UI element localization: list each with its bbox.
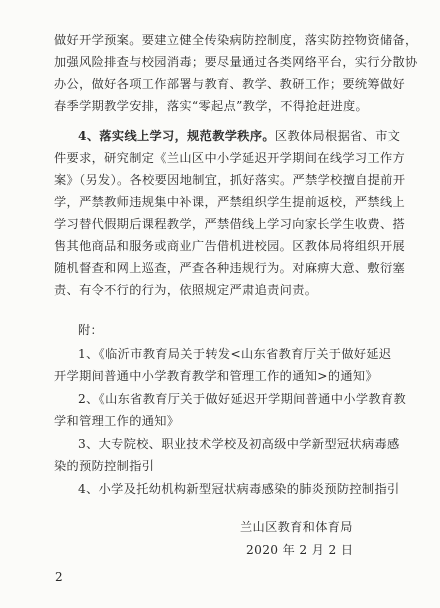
attachment-line: 染的预防控制指引 bbox=[54, 459, 155, 473]
paragraph-line: 学，严禁教师违规集中补课，严禁组织学生提前返校，严禁线上 bbox=[54, 195, 406, 209]
attachment-line: 学和管理工作的通知》 bbox=[54, 414, 180, 428]
paragraph-line: 加强风险排查与校园消毒；要尽量通过各类网络平台，实行分散协 bbox=[54, 55, 418, 69]
paragraph-line: 责、有令不行的行为，依照规定严肃追责问责。 bbox=[54, 283, 318, 297]
page-number: 2 bbox=[55, 570, 63, 584]
attachments-label: 附： bbox=[78, 323, 104, 337]
signature-org: 兰山区教育和体育局 bbox=[240, 520, 353, 534]
paragraph-line: 售其他商品和服务或商业广告借机进校园。区教体局将组织开展 bbox=[54, 239, 406, 253]
attachment-line: 4、小学及托幼机构新型冠状病毒感染的肺炎预防控制指引 bbox=[78, 482, 400, 496]
paragraph-line: 件要求，研究制定《兰山区中小学延迟开学期间在线学习工作方 bbox=[54, 151, 406, 165]
section-4-heading: 4、落实线上学习，规范教学秩序。 bbox=[78, 129, 275, 143]
attachment-line: 开学期间普通中小学教育教学和管理工作的通知>的通知》 bbox=[54, 369, 378, 383]
paragraph-line: 案》（另发）。各校要因地制宜，抓好落实。严禁学校擅自提前开 bbox=[54, 173, 406, 187]
paragraph-line: 学习替代假期后课程教学，严禁借线上学习向家长学生收费、搭 bbox=[54, 217, 406, 231]
attachment-line: 1、《临沂市教育局关于转发<山东省教育厅关于做好延迟 bbox=[78, 347, 392, 361]
attachment-line: 3、大专院校、职业技术学校及初高级中学新型冠状病毒感 bbox=[78, 437, 400, 451]
section-4-first-line bbox=[78, 129, 400, 143]
paragraph-line: 春季学期教学安排，落实“零起点”教学，不得抢赶进度。 bbox=[54, 99, 369, 113]
paragraph-line: 做好开学预案。要建立健全传染病防控制度，落实防控物资储备， bbox=[54, 33, 418, 47]
section-4-first-rest: 区教体局根据省、市文 bbox=[274, 129, 401, 143]
paragraph-line: 办公，做好各项工作部署与教育、教学、教研工作；要统筹做好 bbox=[54, 77, 406, 91]
paragraph-line: 随机督查和网上巡查，严查各种违规行为。对麻痹大意、敷衍塞 bbox=[54, 261, 406, 275]
attachment-line: 2、《山东省教育厅关于做好延迟开学期间普通中小学教育教 bbox=[78, 392, 406, 406]
signature-date: 2020 年 2 月 2 日 bbox=[246, 543, 354, 557]
